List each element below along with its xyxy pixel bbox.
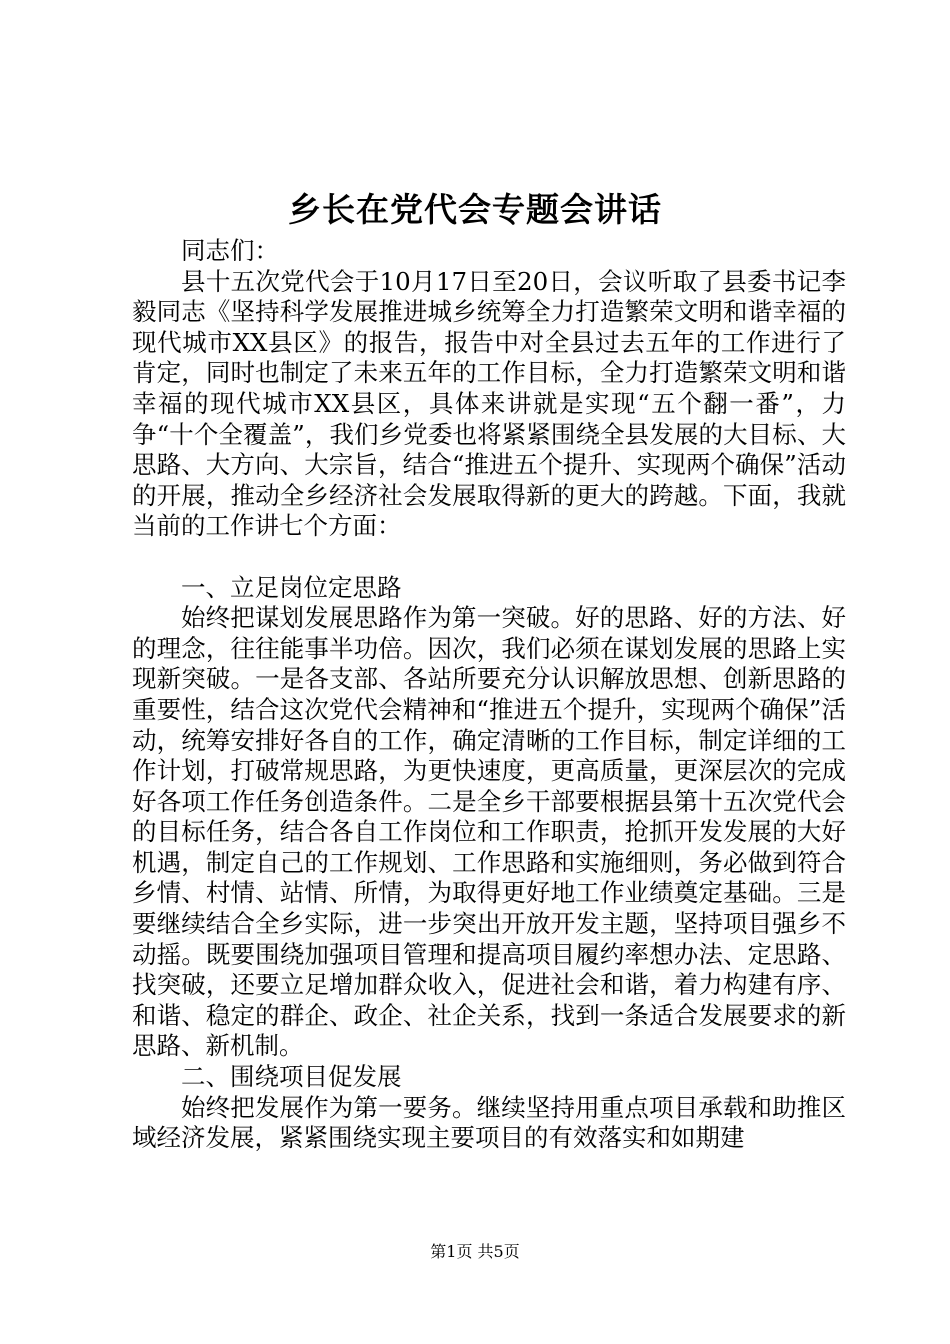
paragraph-intro: 县十五次党代会于10月17日至20日，会议听取了县委书记李毅同志《坚持科学发展推进城乡统筹全力打造繁荣文明和谐幸福的现代城市XX县区》的报告，报告中对全县过去五年的工作进行了肯定，同时也制定了未来五年的工作目标，全力打造繁荣文明和谐幸福的现代城市XX县区，具体来讲就是实现“五个翻一番”，力争“十个全覆盖”，我们乡党委也将紧紧围绕全县发展的大目标、大思路、大方向、大宗旨，结合“推进五个提升、实现两个确保”活动的开展，推动全乡经济社会发展取得新的更大的跨越。下面，我就当前的工作讲七个方面： <box>132 266 846 541</box>
paragraph-section-1: 始终把谋划发展思路作为第一突破。好的思路、好的方法、好的理念，往往能事半功倍。因次，我们必须在谋划发展的思路上实现新突破。一是各支部、各站所要充分认识解放思想、创新思路的重要性，结合这次党代会精神和“推进五个提升，实现两个确保”活动，统筹安排好各自的工作，确定清晰的工作目标，制定详细的工作计划，打破常规思路，为更快速度，更高质量，更深层次的完成好各项工作任务创造条件。二是全乡干部要根据县第十五次党代会的目标任务，结合各自工作岗位和工作职责，抢抓开发发展的大好机遇，制定自己的工作规划、工作思路和实施细则，务必做到符合乡情、村情、站情、所情，为取得更好地工作业绩奠定基础。三是要继续结合全乡实际，进一步突出开放开发主题，坚持项目强乡不动摇。既要围绕加强项目管理和提高项目履约率想办法、定思路、找突破，还要立足增加群众收入，促进社会和谐，着力构建有序、和谐、稳定的群企、政企、社企关系，找到一条适合发展要求的新思路、新机制。 <box>132 603 846 1061</box>
paragraph-section-2: 始终把发展作为第一要务。继续坚持用重点项目承载和助推区域经济发展，紧紧围绕实现主要项目的有效落实和如期建 <box>132 1092 846 1153</box>
page-footer: 第1页 共5页 <box>430 1242 520 1261</box>
document-body <box>132 236 846 1154</box>
section-heading-1: 一、立足岗位定思路 <box>181 572 402 602</box>
section-heading-2: 二、围绕项目促发展 <box>181 1062 402 1092</box>
document-title: 乡长在党代会专题会讲话 <box>288 190 662 229</box>
salutation: 同志们： <box>181 236 279 265</box>
